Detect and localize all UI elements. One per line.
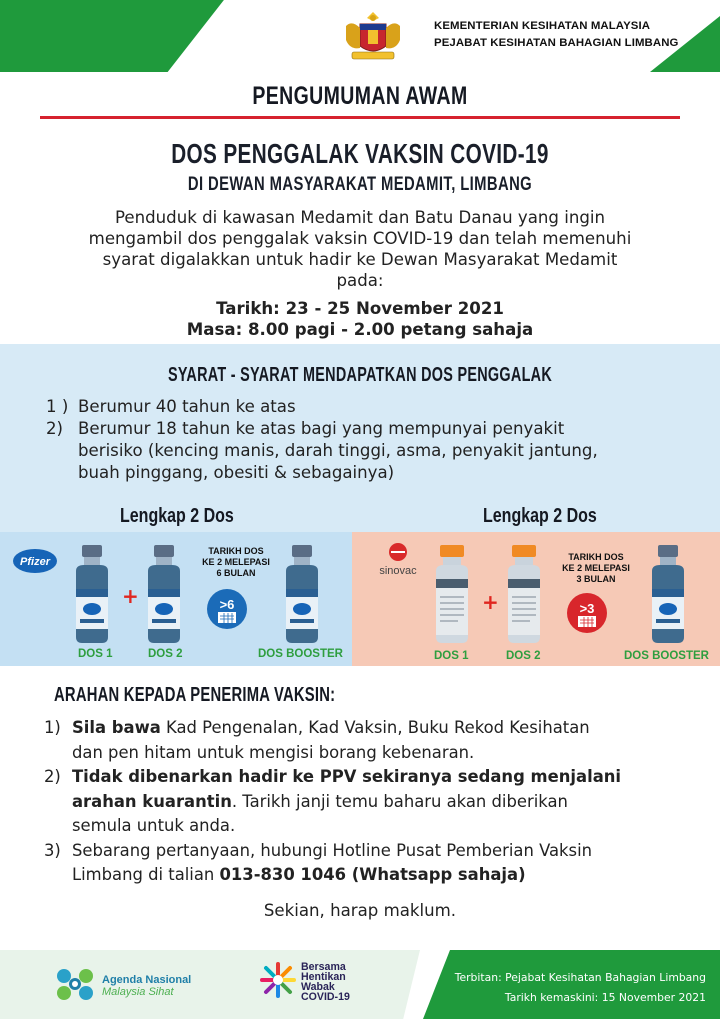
intro-line: syarat digalakkan untuk hadir ke Dewan Masyarakat Medamit: [102, 250, 618, 269]
pfizer-heading: Lengkap 2 Dos: [120, 505, 234, 527]
intro-line: pada:: [336, 271, 384, 290]
list-number: 1 ): [46, 397, 69, 416]
publisher-info: [455, 968, 706, 1008]
sinovac-heading: Lengkap 2 Dos: [483, 505, 597, 527]
malaysia-coat-of-arms-icon: [338, 8, 408, 64]
ministry-line-1: KEMENTERIAN KESIHATAN MALAYSIA: [434, 20, 651, 32]
calendar-3-months-icon: [566, 592, 608, 634]
badge-text: >3: [579, 601, 595, 616]
calendar-6-months-icon: [206, 588, 248, 630]
agenda-nasional-logo-icon: [52, 962, 98, 1006]
instruction-bold: Sila bawa: [72, 718, 161, 737]
agenda-nasional-text: [102, 974, 191, 998]
pfizer-logo-icon: [12, 548, 58, 574]
instructions-title: ARAHAN KEPADA PENERIMA VAKSIN:: [54, 684, 336, 706]
header-green-stripe: [0, 0, 279, 72]
note-line: KE 2 MELEPASI: [202, 557, 270, 567]
hotline-number: 013-830 1046: [219, 865, 347, 884]
bersama-line: COVID-19: [301, 991, 350, 1003]
instruction-text: semula untuk anda.: [72, 816, 236, 835]
badge-text: >6: [219, 597, 235, 612]
pfizer-dose2-label: DOS 2: [148, 648, 183, 660]
instruction-text: Limbang di talian: [72, 865, 220, 884]
list-text: Berumur 18 tahun ke atas bagi yang mempunyai penyakit: [78, 419, 565, 438]
instruction-text: . Tarikh janji temu baharu akan diberikan: [231, 791, 568, 811]
pfizer-brand-text: Pfizer: [20, 556, 50, 568]
note-line: 3 BULAN: [576, 574, 616, 584]
intro-line: Penduduk di kawasan Medamit dan Batu Danau yang ingin: [114, 208, 606, 227]
sinovac-vial-dose2-icon: [502, 545, 546, 643]
list-item: [46, 396, 686, 418]
sinovac-interval-note: [556, 552, 636, 585]
bersama-hentikan-wabak-logo-icon: [258, 960, 298, 1000]
booster-title: DOS PENGGALAK VAKSIN COVID-19: [171, 138, 549, 169]
bersama-line: Wabak: [301, 981, 335, 993]
list-text: buah pinggang, obesiti & sebagainya): [78, 463, 395, 482]
bersama-text: [301, 962, 350, 1002]
list-text: Berumur 40 tahun ke atas: [78, 397, 296, 416]
bersama-line: Bersama: [301, 961, 346, 973]
venue-subtitle: DI DEWAN MASYARAKAT MEDAMIT, LIMBANG: [187, 174, 533, 195]
bersama-line: Hentikan: [301, 971, 346, 983]
instruction-text: dan pen hitam untuk mengisi borang kebenaran.: [72, 742, 475, 762]
pfizer-interval-note: [196, 546, 276, 579]
announcement-title: PENGUMUMAN AWAM: [252, 82, 468, 110]
pfizer-vial-dose2-icon: [142, 545, 186, 643]
pfizer-vial-booster-icon: [280, 545, 324, 643]
closing-line: Sekian, harap maklum.: [263, 901, 457, 920]
sinovac-vial-dose1-icon: [430, 545, 474, 643]
pfizer-vial-booster-icon: [646, 545, 690, 643]
note-line: 6 BULAN: [216, 568, 256, 578]
list-item: [44, 716, 704, 765]
ministry-line-2: PEJABAT KESIHATAN BAHAGIAN LIMBANG: [434, 37, 679, 49]
pfizer-vial-dose1-icon: [70, 545, 114, 643]
note-line: KE 2 MELEPASI: [562, 563, 630, 573]
publisher-line: Terbitan: Pejabat Kesihatan Bahagian Limbang: [454, 971, 706, 984]
requirements-list: [46, 396, 686, 484]
agenda-line-1: Agenda Nasional: [102, 974, 192, 986]
pfizer-dose1-label: DOS 1: [78, 648, 113, 660]
list-item: [46, 418, 686, 484]
whatsapp-note: (Whatsapp sahaja): [346, 865, 526, 884]
plus-icon: +: [122, 584, 139, 608]
instruction-bold: arahan kuarantin: [72, 791, 232, 811]
ministry-name: [434, 18, 679, 52]
list-number: 3): [44, 840, 61, 860]
note-line: TARIKH DOS: [568, 552, 624, 562]
sinovac-brand-text: sinovac: [379, 565, 417, 577]
sinovac-booster-label: DOS BOOSTER: [624, 650, 709, 662]
list-number: 1): [44, 718, 61, 737]
requirements-title: SYARAT - SYARAT MENDAPATKAN DOS PENGGALAK: [167, 364, 553, 386]
instruction-bold: Tidak dibenarkan hadir ke PPV sekiranya sedang menjalani: [72, 767, 622, 786]
instruction-text: Kad Pengenalan, Kad Vaksin, Buku Rekod Kesihatan: [160, 718, 590, 737]
schedule: [0, 298, 720, 340]
sinovac-dose2-label: DOS 2: [506, 650, 541, 662]
plus-icon: +: [482, 590, 499, 614]
update-date: Tarikh kemaskini: 15 November 2021: [504, 991, 706, 1004]
list-number: 2): [46, 419, 64, 438]
title-divider: [40, 116, 680, 119]
instruction-text: Sebarang pertanyaan, hubungi Hotline Pusat Pemberian Vaksin: [72, 840, 593, 860]
pfizer-booster-label: DOS BOOSTER: [258, 648, 343, 660]
list-text: berisiko (kencing manis, darah tinggi, asma, penyakit jantung,: [78, 441, 598, 460]
instructions-list: [44, 716, 704, 888]
list-item: [44, 765, 704, 839]
intro-paragraph: [40, 207, 680, 291]
time-line: Masa: 8.00 pagi - 2.00 petang sahaja: [186, 320, 534, 339]
note-line: TARIKH DOS: [208, 546, 264, 556]
list-number: 2): [44, 767, 61, 786]
date-line: Tarikh: 23 - 25 November 2021: [216, 299, 504, 318]
list-item: [44, 839, 704, 888]
intro-line: mengambil dos penggalak vaksin COVID-19 dan telah memenuhi: [88, 229, 632, 248]
agenda-line-2: Malaysia Sihat: [102, 986, 174, 998]
sinovac-dose1-label: DOS 1: [434, 650, 469, 662]
sinovac-logo-icon: [368, 540, 428, 580]
